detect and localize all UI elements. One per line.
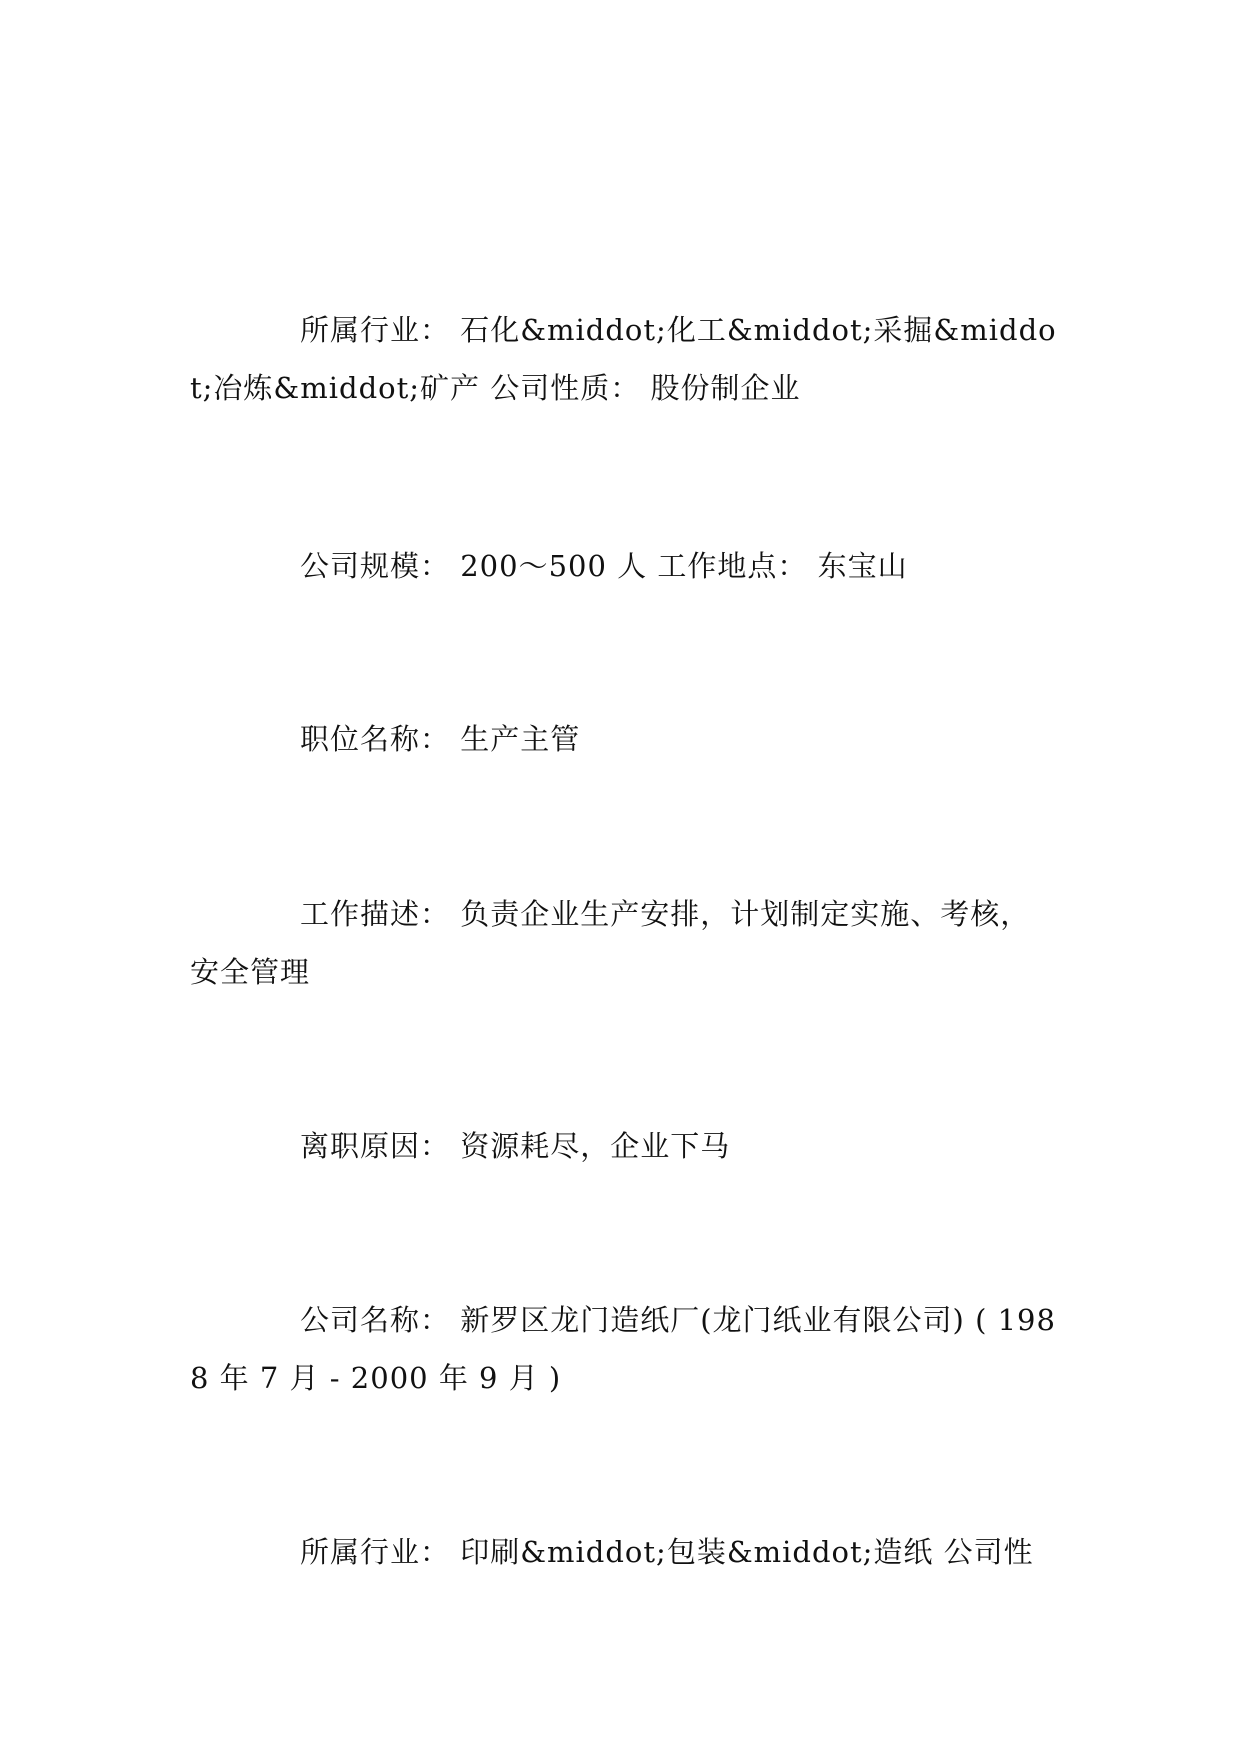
paragraph-leaving-reason: 离职原因： 资源耗尽，企业下马: [300, 1129, 731, 1163]
paragraph-job-description: 工作描述： 负责企业生产安排，计划制定实施、考核，安全管理: [190, 897, 1031, 989]
paragraph-industry-1: 所属行业： 石化&middot;化工&middot;采掘&middot;冶炼&middot;矿产 公司性质： 股份制企业: [190, 313, 1057, 405]
paragraph-industry-2: 所属行业： 印刷&middot;包装&middot;造纸 公司性: [300, 1535, 1034, 1569]
paragraph-company-name: 公司名称： 新罗区龙门造纸厂(龙门纸业有限公司) ( 1988 年 7 月 - 2000 年 9 月 ): [190, 1303, 1056, 1395]
paragraph-company-size: 公司规模： 200～500 人 工作地点： 东宝山: [300, 549, 908, 583]
paragraph-position-title: 职位名称： 生产主管: [300, 722, 581, 756]
